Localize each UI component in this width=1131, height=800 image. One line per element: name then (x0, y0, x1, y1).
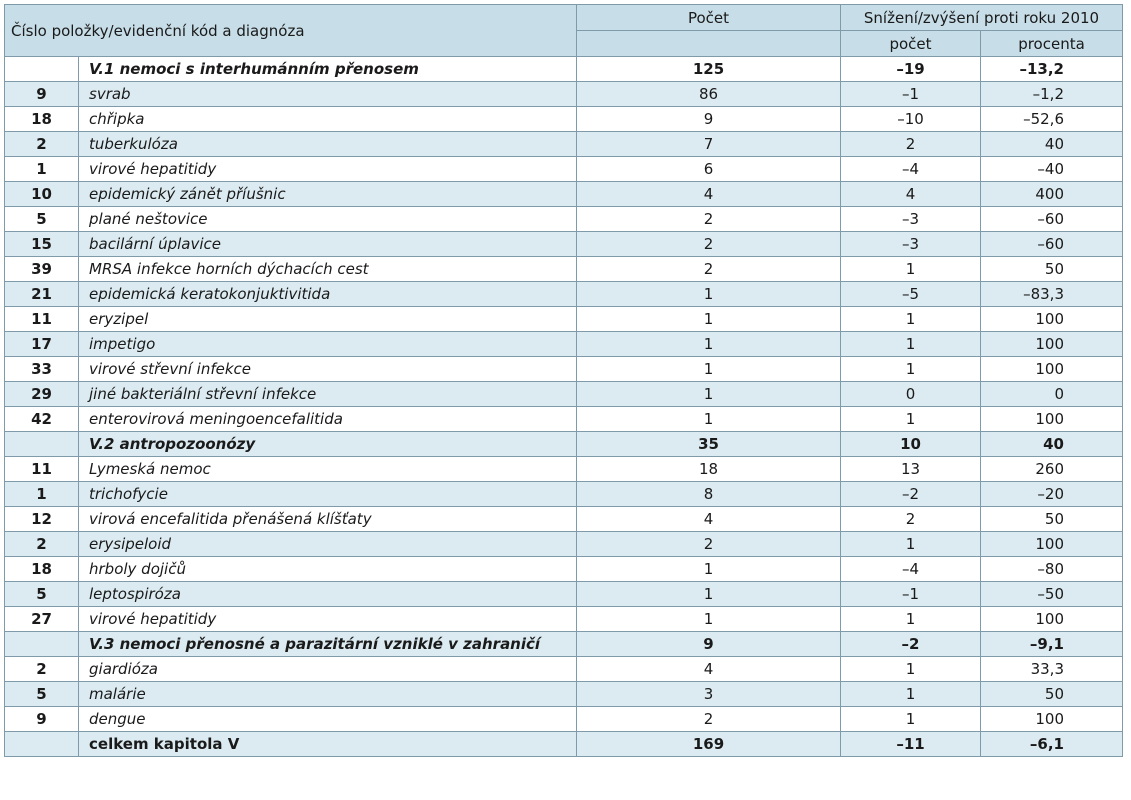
row-percent: 50 (981, 682, 1123, 707)
row-change: 1 (841, 532, 981, 557)
row-percent: –20 (981, 482, 1123, 507)
row-change: 1 (841, 657, 981, 682)
row-code: 29 (5, 382, 79, 407)
row-percent: –1,2 (981, 82, 1123, 107)
row-count: 9 (577, 107, 841, 132)
row-code: 33 (5, 357, 79, 382)
row-percent: 100 (981, 532, 1123, 557)
row-count: 86 (577, 82, 841, 107)
row-count: 18 (577, 457, 841, 482)
table-row (5, 157, 1123, 182)
row-change: 0 (841, 382, 981, 407)
table-row (5, 357, 1123, 382)
row-count: 2 (577, 257, 841, 282)
row-diagnosis: chřipka (79, 107, 577, 132)
row-change: –19 (841, 57, 981, 82)
row-code (5, 432, 79, 457)
row-diagnosis: eryzipel (79, 307, 577, 332)
row-diagnosis: svrab (79, 82, 577, 107)
row-count: 2 (577, 232, 841, 257)
row-percent: 100 (981, 407, 1123, 432)
row-percent: 0 (981, 382, 1123, 407)
table-row (5, 207, 1123, 232)
header-sub-percent: procenta (981, 31, 1123, 57)
table-row (5, 507, 1123, 532)
row-count: 1 (577, 407, 841, 432)
row-count: 1 (577, 307, 841, 332)
row-percent: –80 (981, 557, 1123, 582)
table-row (5, 407, 1123, 432)
row-count: 169 (577, 732, 841, 757)
header-sub-count: počet (841, 31, 981, 57)
row-percent: 100 (981, 307, 1123, 332)
row-count: 9 (577, 632, 841, 657)
table-row (5, 657, 1123, 682)
row-count: 125 (577, 57, 841, 82)
row-diagnosis: tuberkulóza (79, 132, 577, 157)
row-code: 11 (5, 307, 79, 332)
table-row (5, 307, 1123, 332)
row-change: –3 (841, 207, 981, 232)
row-diagnosis: virové střevní infekce (79, 357, 577, 382)
row-diagnosis: giardióza (79, 657, 577, 682)
table-row (5, 532, 1123, 557)
row-diagnosis: virové hepatitidy (79, 607, 577, 632)
table-row (5, 107, 1123, 132)
table-row (5, 332, 1123, 357)
row-change: –10 (841, 107, 981, 132)
row-percent: 260 (981, 457, 1123, 482)
row-diagnosis: erysipeloid (79, 532, 577, 557)
row-change: –4 (841, 157, 981, 182)
row-code: 27 (5, 607, 79, 632)
row-percent: 50 (981, 507, 1123, 532)
row-diagnosis: V.1 nemoci s interhumánním přenosem (79, 57, 577, 82)
row-diagnosis: Lymeská nemoc (79, 457, 577, 482)
row-change: –5 (841, 282, 981, 307)
row-change: 1 (841, 257, 981, 282)
header-count-blank (577, 31, 841, 57)
row-diagnosis: trichofycie (79, 482, 577, 507)
row-percent: –60 (981, 207, 1123, 232)
table-row (5, 232, 1123, 257)
row-code: 11 (5, 457, 79, 482)
table-row (5, 457, 1123, 482)
row-count: 35 (577, 432, 841, 457)
row-change: 1 (841, 407, 981, 432)
row-count: 4 (577, 507, 841, 532)
row-change: 10 (841, 432, 981, 457)
table-row (5, 557, 1123, 582)
table-row (5, 707, 1123, 732)
row-change: –2 (841, 632, 981, 657)
row-count: 6 (577, 157, 841, 182)
table-row (5, 607, 1123, 632)
row-percent: 100 (981, 607, 1123, 632)
row-change: 2 (841, 507, 981, 532)
row-count: 4 (577, 182, 841, 207)
total-row (5, 732, 1123, 757)
row-diagnosis: malárie (79, 682, 577, 707)
table-row (5, 382, 1123, 407)
row-percent: 100 (981, 707, 1123, 732)
row-change: 4 (841, 182, 981, 207)
row-diagnosis: enterovirová meningoencefalitida (79, 407, 577, 432)
table-row (5, 282, 1123, 307)
row-code: 5 (5, 207, 79, 232)
row-diagnosis: hrboly dojičů (79, 557, 577, 582)
row-count: 2 (577, 707, 841, 732)
row-diagnosis: epidemický zánět příušnic (79, 182, 577, 207)
row-diagnosis: virová encefalitida přenášená klíšťaty (79, 507, 577, 532)
row-code: 9 (5, 707, 79, 732)
row-change: 1 (841, 707, 981, 732)
row-percent: –6,1 (981, 732, 1123, 757)
row-change: 1 (841, 332, 981, 357)
row-code: 18 (5, 557, 79, 582)
table-row (5, 682, 1123, 707)
row-percent: –52,6 (981, 107, 1123, 132)
group-row (5, 432, 1123, 457)
row-count: 1 (577, 607, 841, 632)
table-row (5, 82, 1123, 107)
diagnosis-table (4, 4, 1123, 757)
row-change: –2 (841, 482, 981, 507)
row-code (5, 632, 79, 657)
group-row (5, 632, 1123, 657)
row-count: 1 (577, 357, 841, 382)
row-code (5, 57, 79, 82)
table-body (5, 57, 1123, 757)
row-code: 2 (5, 532, 79, 557)
row-code (5, 732, 79, 757)
row-diagnosis: epidemická keratokonjuktivitida (79, 282, 577, 307)
row-change: –11 (841, 732, 981, 757)
row-percent: –83,3 (981, 282, 1123, 307)
row-count: 2 (577, 532, 841, 557)
row-diagnosis: plané neštovice (79, 207, 577, 232)
row-change: –4 (841, 557, 981, 582)
row-change: 2 (841, 132, 981, 157)
row-percent: 33,3 (981, 657, 1123, 682)
row-diagnosis: jiné bakteriální střevní infekce (79, 382, 577, 407)
row-code: 10 (5, 182, 79, 207)
header-count: Počet (577, 5, 841, 31)
table-row (5, 257, 1123, 282)
row-code: 18 (5, 107, 79, 132)
row-diagnosis: bacilární úplavice (79, 232, 577, 257)
row-count: 3 (577, 682, 841, 707)
row-percent: –13,2 (981, 57, 1123, 82)
row-percent: 40 (981, 432, 1123, 457)
row-code: 39 (5, 257, 79, 282)
row-percent: 100 (981, 332, 1123, 357)
row-code: 5 (5, 682, 79, 707)
row-percent: –60 (981, 232, 1123, 257)
row-diagnosis: V.2 antropozoonózy (79, 432, 577, 457)
row-percent: 100 (981, 357, 1123, 382)
row-diagnosis: celkem kapitola V (79, 732, 577, 757)
row-change: 13 (841, 457, 981, 482)
row-change: 1 (841, 307, 981, 332)
row-count: 1 (577, 582, 841, 607)
table-row (5, 482, 1123, 507)
row-count: 1 (577, 557, 841, 582)
row-percent: 400 (981, 182, 1123, 207)
row-diagnosis: V.3 nemoci přenosné a parazitární vzniklé v zahraničí (79, 632, 577, 657)
row-diagnosis: impetigo (79, 332, 577, 357)
row-code: 12 (5, 507, 79, 532)
table-header (5, 5, 1123, 57)
row-code: 1 (5, 157, 79, 182)
row-change: –3 (841, 232, 981, 257)
row-change: 1 (841, 682, 981, 707)
group-row (5, 57, 1123, 82)
row-percent: –40 (981, 157, 1123, 182)
row-code: 2 (5, 657, 79, 682)
row-diagnosis: dengue (79, 707, 577, 732)
row-code: 17 (5, 332, 79, 357)
table-row (5, 132, 1123, 157)
row-change: –1 (841, 82, 981, 107)
row-count: 4 (577, 657, 841, 682)
row-code: 21 (5, 282, 79, 307)
row-diagnosis: virové hepatitidy (79, 157, 577, 182)
row-change: 1 (841, 607, 981, 632)
header-item-diagnosis: Číslo položky/evidenční kód a diagnóza (5, 5, 577, 57)
row-change: –1 (841, 582, 981, 607)
header-change-vs-2010: Snížení/zvýšení proti roku 2010 (841, 5, 1123, 31)
row-percent: 50 (981, 257, 1123, 282)
row-code: 1 (5, 482, 79, 507)
row-change: 1 (841, 357, 981, 382)
row-code: 42 (5, 407, 79, 432)
row-count: 7 (577, 132, 841, 157)
row-diagnosis: MRSA infekce horních dýchacích cest (79, 257, 577, 282)
row-count: 1 (577, 282, 841, 307)
row-code: 15 (5, 232, 79, 257)
row-percent: 40 (981, 132, 1123, 157)
table-row (5, 182, 1123, 207)
table-row (5, 582, 1123, 607)
row-count: 1 (577, 382, 841, 407)
row-percent: –9,1 (981, 632, 1123, 657)
row-code: 2 (5, 132, 79, 157)
row-code: 5 (5, 582, 79, 607)
row-diagnosis: leptospiróza (79, 582, 577, 607)
row-count: 2 (577, 207, 841, 232)
row-code: 9 (5, 82, 79, 107)
row-count: 8 (577, 482, 841, 507)
row-percent: –50 (981, 582, 1123, 607)
row-count: 1 (577, 332, 841, 357)
